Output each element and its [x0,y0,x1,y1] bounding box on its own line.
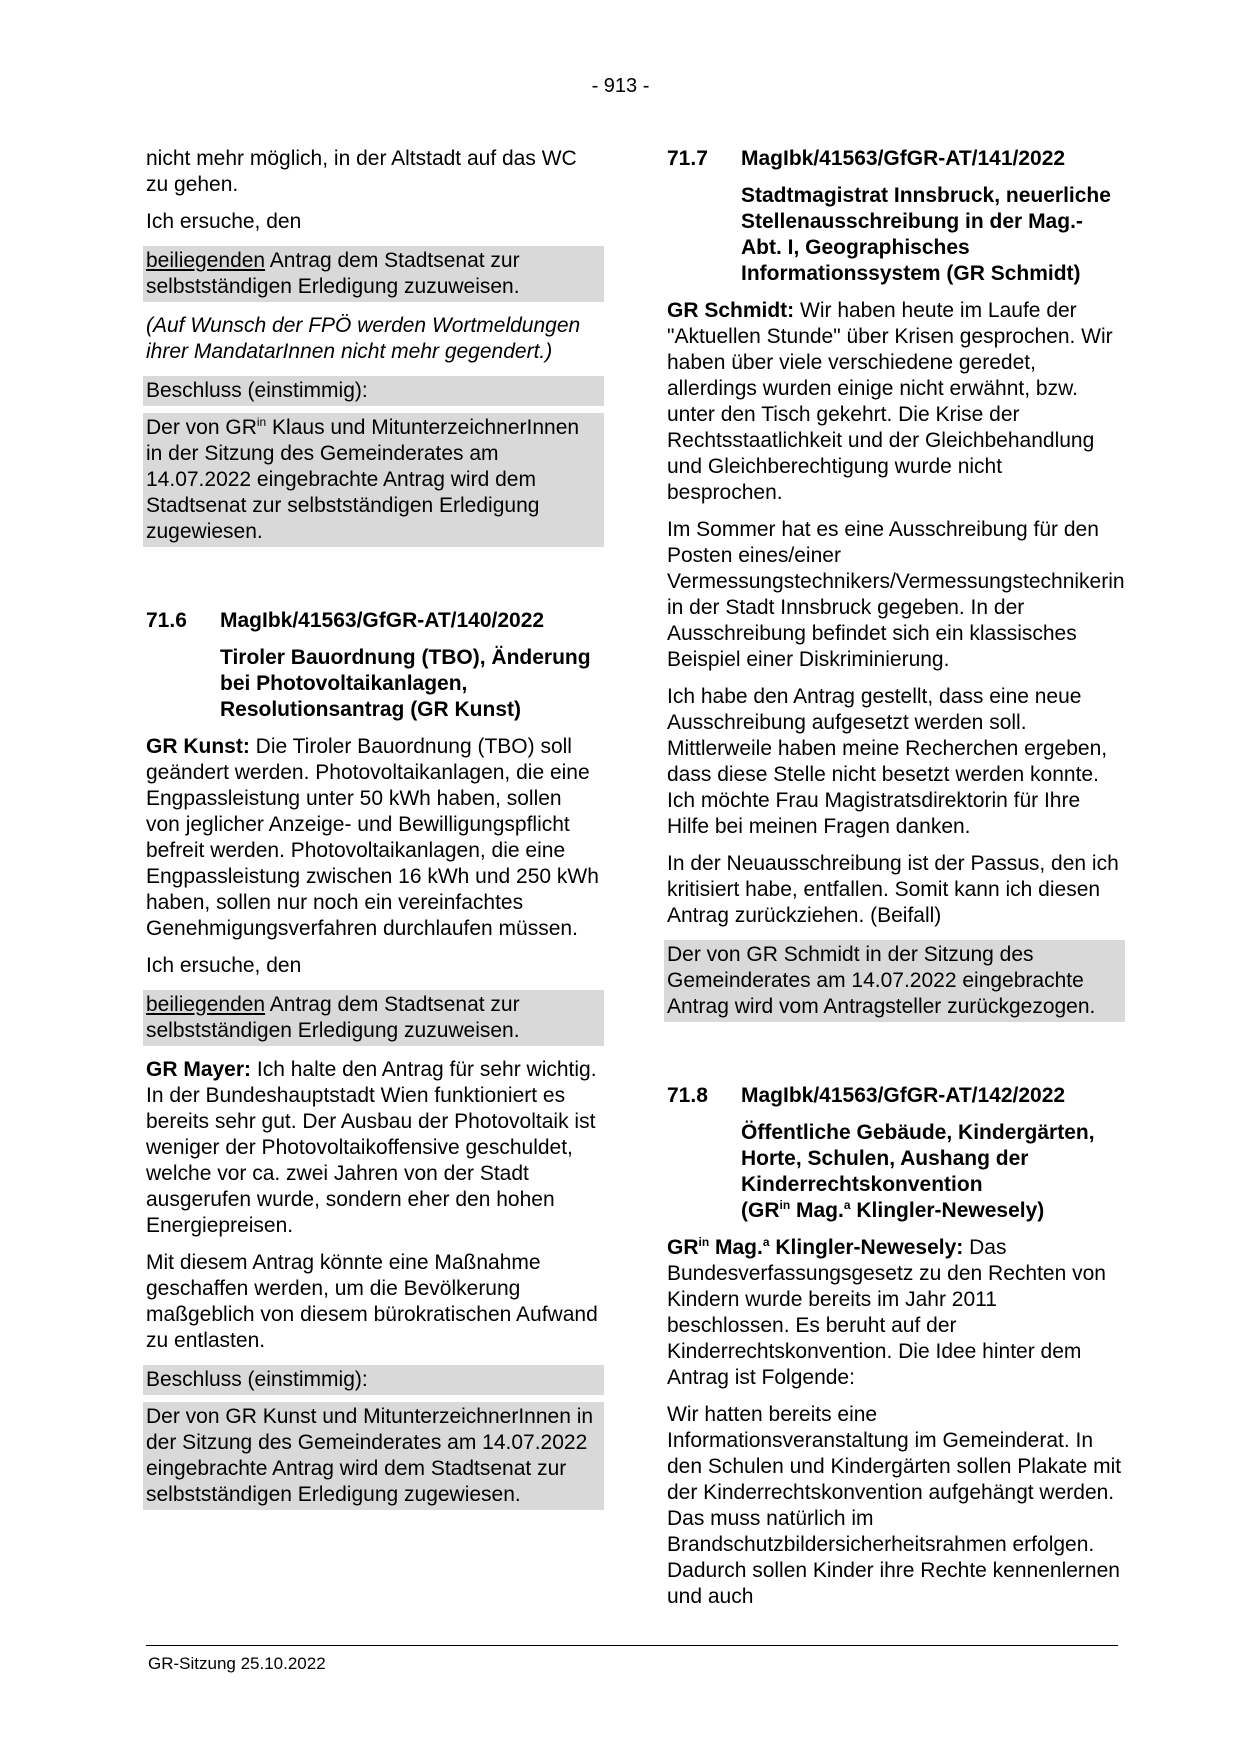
paragraph: Im Sommer hat es eine Ausschreibung für den Posten eines/einer Vermessungstechnikers/Vermessungstechnikerin in der Stadt Innsbruck gegeben. In der Ausschreibung befindet sich ein klassisches Beispiel einer Diskriminierung. [667,518,1125,671]
speech-paragraph: GR Schmidt: Wir haben heute im Laufe der "Aktuellen Stunde" über Krisen gesprochen. Wir haben über viele verschiedene geredet, allerdings wurden einige nicht erwähnt, bzw. unter den Tisch gekehrt. Die Krise der Rechtsstaatlichkeit und der Gleichbehandlung und Gleichberechtigung wurde nicht besprochen. [667,299,1113,504]
speaker-name: $GR^{in}$ Mag.$^a$ Klingler-Newesely: [667,1235,964,1259]
paragraph: Ich habe den Antrag gestellt, dass eine neue Ausschreibung aufgesetzt werden soll. Mittlerweile haben meine Recherchen ergeben, dass diese Stelle nicht besetzt werden konnte. Ich möchte Frau Magistratsdirektorin für Ihre Hilfe bei meinen Fragen danken. [667,685,1108,838]
paragraph: Ich ersuche, den [146,210,302,233]
agenda-item-heading [667,146,1122,172]
underlined-word: beiliegenden [146,249,266,272]
agenda-item-title: Öffentliche Gebäude, Kindergärten, Horte, Schulen, Aushang der Kinderrechtskonvention ($GR^{in}$ Mag.$^a$ Klingler-Newesely) [741,1121,1095,1222]
agenda-item-reference: MagIbk/41563/GfGR-AT/140/2022 [220,609,545,632]
resolution-label: Beschluss (einstimmig): [143,1365,604,1395]
agenda-item-title: Tiroler Bauordnung (TBO), Änderung bei Photovoltaikanlagen, Resolutionsantrag (GR Kunst) [220,646,591,721]
left-column [146,146,601,1521]
agenda-item-number: 71.8 [667,1084,708,1107]
agenda-item-title: Stadtmagistrat Innsbruck, neuerliche Stellenausschreibung in der Mag.-Abt. I, Geographisches Informationssystem (GR Schmidt) [741,184,1111,285]
agenda-item-reference: MagIbk/41563/GfGR-AT/142/2022 [741,1084,1066,1107]
paragraph: nicht mehr möglich, in der Altstadt auf das WC zu gehen. [146,147,577,196]
resolution-text: Der von GR Kunst und MitunterzeichnerInnen in der Sitzung des Gemeinderates am 14.07.2022 eingebrachte Antrag wird dem Stadtsenat zur selbstständigen Erledigung zugewiesen. [143,1402,604,1510]
right-column [667,146,1125,1621]
speech-paragraph: GR Mayer: Ich halte den Antrag für sehr wichtig. In der Bundeshauptstadt Wien funktioniert es bereits sehr gut. Der Ausbau der Photovoltaik ist weniger der Photovoltaikoffensive geschuldet, welche vor ca. zwei Jahren von der Stadt ausgerufen wurde, sondern eher den hohen Energiepreisen. [146,1058,597,1237]
resolution-text: Der von GR Schmidt in der Sitzung des Gemeinderates am 14.07.2022 eingebrachte Antrag wird vom Antragsteller zurückgezogen. [664,940,1125,1022]
speaker-name: GR Mayer: [146,1058,252,1081]
italic-note: (Auf Wunsch der FPÖ werden Wortmeldungen ihrer MandatarInnen nicht mehr gegendert.) [146,314,581,363]
paragraph: Mit diesem Antrag könnte eine Maßnahme geschaffen werden, um die Bevölkerung maßgeblich von diesem bürokratischen Aufwand zu entlasten. [146,1251,598,1352]
agenda-item-number: 71.6 [146,609,187,632]
page-number: - 913 - [591,75,650,97]
speaker-name: GR Kunst: [146,735,250,758]
speech-paragraph: GR Kunst: Die Tiroler Bauordnung (TBO) soll geändert werden. Photovoltaikanlagen, die eine Engpassleistung unter 50 kWh haben, sollen von jeglicher Anzeige- und Bewilligungspflicht befreit werden. Photovoltaikanlagen, die eine Engpassleistung zwischen 16 kWh und 250 kWh haben, sollen nur noch ein vereinfachtes Genehmigungsverfahren durchlaufen müssen. [146,735,599,940]
resolution-label: Beschluss (einstimmig): [143,376,604,406]
agenda-item-heading [667,1083,1122,1109]
agenda-item-number: 71.7 [667,147,708,170]
motion-text: beiliegenden Antrag dem Stadtsenat zur selbstständigen Erledigung zuzuweisen. [143,246,604,302]
paragraph: Wir hatten bereits eine Informationsveranstaltung im Gemeinderat. In den Schulen und Kindergärten sollen Plakate mit der Kinderrechtskonvention aufgehängt werden. Das muss natürlich im Brandschutzbildersicherheitsrahmen erfolgen. Dadurch sollen Kinder ihre Rechte kennenlernen und auch [667,1403,1122,1608]
speaker-name: GR Schmidt: [667,299,795,322]
underlined-word: beiliegenden [146,993,266,1016]
agenda-item-reference: MagIbk/41563/GfGR-AT/141/2022 [741,147,1066,170]
paragraph: Ich ersuche, den [146,954,302,977]
resolution-text: Der von $GR^{in}$ Klaus und MitunterzeichnerInnen in der Sitzung des Gemeinderates am 14.07.2022 eingebrachte Antrag wird dem Stadtsenat zur selbstständigen Erledigung zugewiesen. [143,413,604,547]
footer-divider [146,1645,1118,1646]
agenda-item-heading [146,608,601,634]
motion-text: beiliegenden Antrag dem Stadtsenat zur selbstständigen Erledigung zuzuweisen. [143,990,604,1046]
speech-paragraph: $GR^{in}$ Mag.$^a$ Klingler-Newesely: Das Bundesverfassungsgesetz zu den Rechten von Kindern wurde bereits im Jahr 2011 beschlossen. Es beruht auf der Kinderrechtskonvention. Die Idee hinter dem Antrag ist Folgende: [667,1235,1106,1389]
paragraph: In der Neuausschreibung ist der Passus, den ich kritisiert habe, entfallen. Somit kann ich diesen Antrag zurückziehen. (Beifall) [667,852,1119,927]
footer-session-date: GR-Sitzung 25.10.2022 [148,1654,326,1673]
